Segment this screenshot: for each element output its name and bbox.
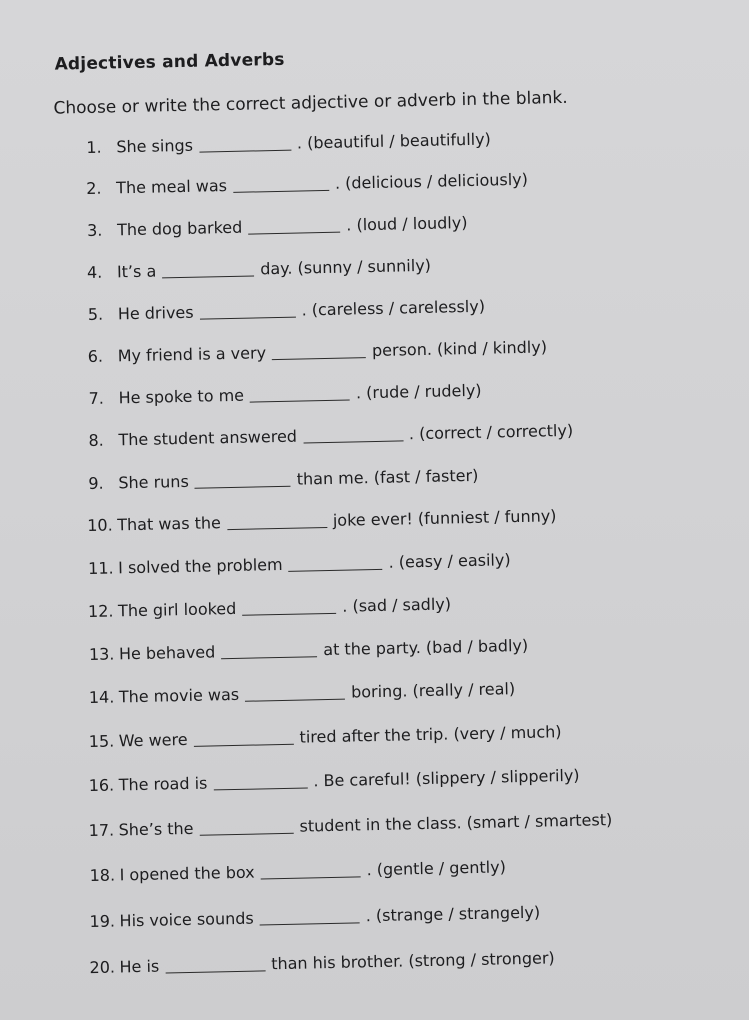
question-item <box>89 722 562 751</box>
question-number: 18. <box>89 865 116 886</box>
answer-blank[interactable] <box>288 555 382 572</box>
question-number: 5. <box>87 304 104 324</box>
question-text-after: . (beautiful / beautifully) <box>296 129 492 153</box>
question-number: 16. <box>88 775 115 796</box>
question-number: 19. <box>89 911 116 932</box>
question-item <box>89 948 555 977</box>
question-item <box>87 213 468 240</box>
question-text-after: . (gentle / gently) <box>366 857 507 880</box>
answer-blank[interactable] <box>242 599 336 616</box>
question-number: 6. <box>87 346 104 366</box>
question-text-before: He behaved <box>118 642 216 664</box>
question-number: 8. <box>88 430 104 450</box>
answer-blank[interactable] <box>195 472 291 489</box>
question-number: 1. <box>86 137 102 157</box>
question-item <box>89 766 580 795</box>
question-text-before: The student answered <box>118 426 298 450</box>
question-number: 9. <box>88 473 104 493</box>
answer-blank[interactable] <box>199 303 295 320</box>
question-number: 15. <box>88 731 115 752</box>
question-text-before: The movie was <box>118 684 240 707</box>
question-text-before: He is <box>119 956 160 977</box>
question-number: 3. <box>86 220 103 240</box>
answer-blank[interactable] <box>199 819 293 836</box>
answer-blank[interactable] <box>248 218 340 235</box>
question-number: 11. <box>87 558 114 579</box>
answer-blank[interactable] <box>272 343 366 360</box>
answer-blank[interactable] <box>165 956 265 973</box>
question-item <box>88 337 548 366</box>
question-item <box>86 170 528 198</box>
answer-blank[interactable] <box>260 862 360 879</box>
question-item <box>89 857 506 885</box>
answer-blank[interactable] <box>260 908 360 925</box>
question-number: 12. <box>87 601 114 622</box>
question-item <box>88 381 481 408</box>
question-text-after: . (sad / sadly) <box>342 594 452 616</box>
question-text-before: The girl looked <box>117 598 237 621</box>
question-text-after: . Be careful! (slippery / slipperily) <box>313 765 580 791</box>
question-text-after: . (easy / easily) <box>388 550 511 572</box>
question-text-after: . (careless / carelessly) <box>301 296 486 320</box>
question-item <box>88 594 451 621</box>
question-text-after: day. (sunny / sunnily) <box>260 255 432 279</box>
question-text-after: at the party. (bad / badly) <box>323 635 529 660</box>
question-item <box>89 679 516 707</box>
answer-blank[interactable] <box>162 261 254 278</box>
question-text-before: His voice sounds <box>119 908 254 931</box>
question-text-before: We were <box>118 729 188 751</box>
question-item <box>88 466 478 493</box>
question-text-before: My friend is a very <box>117 343 267 366</box>
question-text-after: . (delicious / deliciously) <box>334 169 529 193</box>
question-text-after: . (rude / rudely) <box>355 380 482 403</box>
answer-blank[interactable] <box>303 426 403 443</box>
answer-blank[interactable] <box>199 136 291 153</box>
question-item <box>88 810 612 840</box>
question-text-before: She’s the <box>118 818 194 840</box>
answer-blank[interactable] <box>213 773 307 790</box>
question-text-after: student in the class. (smart / smartest) <box>299 810 613 836</box>
question-text-after: than his brother. (strong / stronger) <box>271 948 555 974</box>
question-text-after: . (strange / strangely) <box>365 902 541 926</box>
question-number: 7. <box>88 388 105 408</box>
answer-blank[interactable] <box>193 730 293 747</box>
question-text-before: He spoke to me <box>118 385 245 408</box>
answer-blank[interactable] <box>233 176 329 193</box>
question-number: 14. <box>88 687 115 708</box>
question-text-before: I opened the box <box>119 862 255 885</box>
question-text-after: . (loud / loudly) <box>346 212 468 235</box>
answer-blank[interactable] <box>221 642 317 659</box>
question-item <box>88 550 511 578</box>
question-text-before: She sings <box>116 135 194 157</box>
question-item <box>88 297 486 324</box>
question-number: 20. <box>89 957 116 978</box>
question-number: 4. <box>86 262 103 282</box>
question-number: 2. <box>86 178 102 198</box>
answer-blank[interactable] <box>227 513 327 530</box>
question-text-before: The dog barked <box>116 217 243 240</box>
question-item <box>87 256 431 282</box>
question-text-before: He drives <box>117 302 194 324</box>
question-text-before: That was the <box>117 513 222 535</box>
question-text-before: I solved the problem <box>117 554 283 578</box>
question-text-after: joke ever! (funniest / funny) <box>332 506 557 530</box>
question-item <box>88 421 573 450</box>
answer-blank[interactable] <box>245 685 345 702</box>
question-item <box>86 129 491 156</box>
worksheet-title: Adjectives and Adverbs <box>54 49 285 75</box>
question-number: 13. <box>88 644 115 665</box>
question-text-before: It’s a <box>116 261 157 282</box>
answer-blank[interactable] <box>250 385 350 402</box>
question-text-before: The meal was <box>115 176 228 198</box>
question-number: 17. <box>88 820 115 841</box>
question-text-after: tired after the trip. (very / much) <box>299 722 562 747</box>
question-text-after: . (correct / correctly) <box>408 420 574 444</box>
question-text-before: The road is <box>118 773 208 795</box>
question-text-before: She runs <box>118 471 189 493</box>
worksheet-instruction: Choose or write the correct adjective or adverb in the blank. <box>53 87 568 119</box>
question-item <box>89 903 540 931</box>
question-text-after: boring. (really / real) <box>350 679 516 702</box>
question-item <box>89 636 529 664</box>
question-text-after: person. (kind / kindly) <box>371 337 548 361</box>
question-number: 10. <box>87 515 113 536</box>
question-text-after: than me. (fast / faster) <box>296 465 479 489</box>
question-item <box>87 506 557 535</box>
